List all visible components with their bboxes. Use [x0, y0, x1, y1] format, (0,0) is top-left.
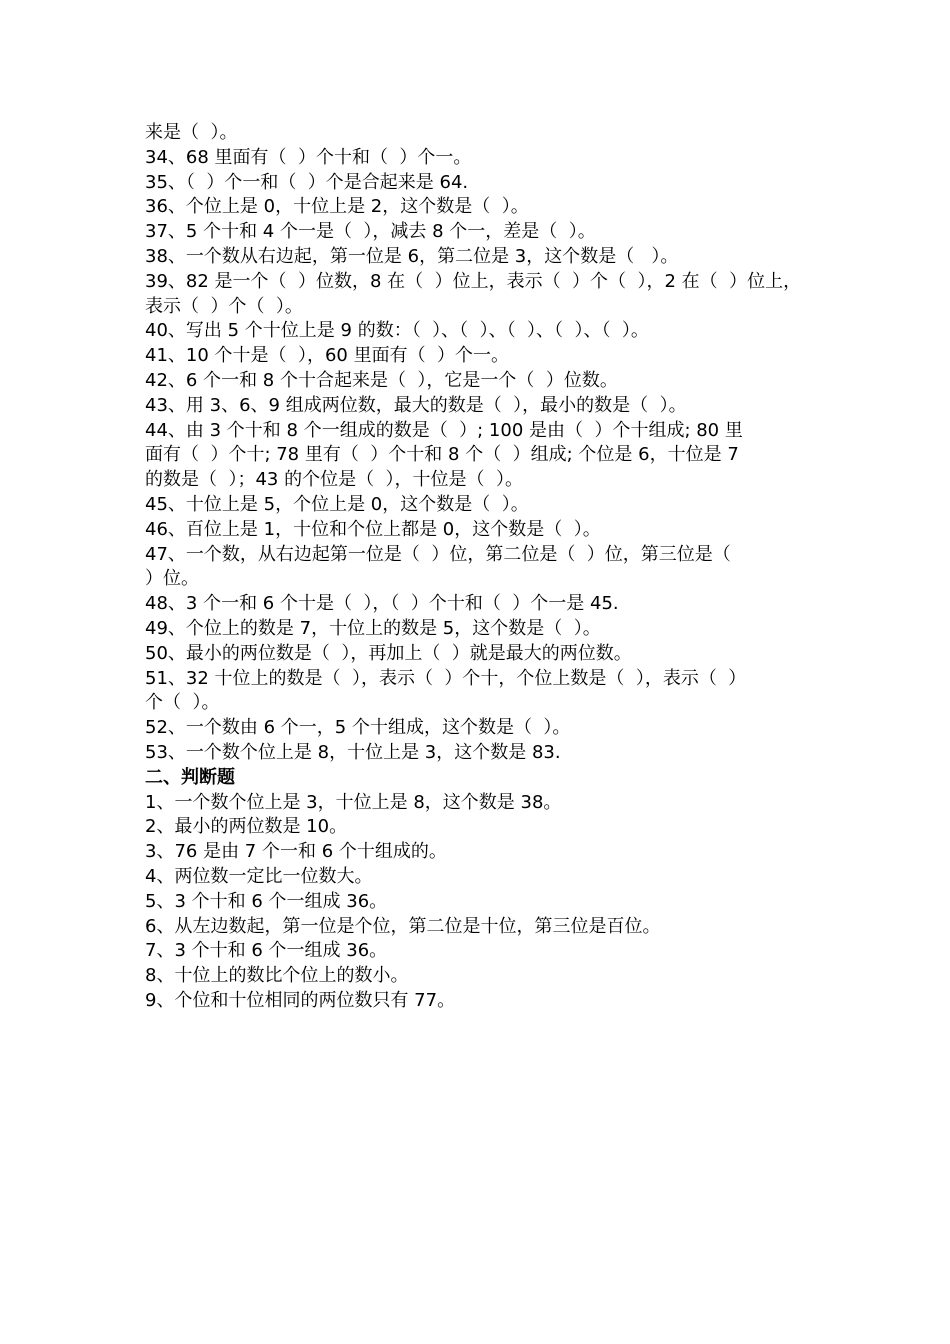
question-line: 的数是（ ）；43 的个位是（ ），十位是（ ）。: [145, 469, 523, 491]
question-line: 来是（ ）。: [145, 122, 238, 143]
question-line: 面有（ ）个十; 78 里有（ ）个十和 8 个（ ）组成; 个位是 6，十位是 7: [145, 444, 739, 466]
judgment-line: 3、76 是由 7 个一和 6 个十组成的。: [145, 841, 447, 863]
judgment-line: 1、一个数个位上是 3，十位上是 8，这个数是 38。: [145, 791, 562, 813]
question-line: 35、（ ）个一和（ ）个是合起来是 64.: [145, 171, 469, 193]
judgment-questions: [145, 791, 825, 1014]
question-line: 40、写出 5 个十位上是 9 的数：（ ）、（ ）、（ ）、（ ）、（ ）。: [145, 320, 649, 342]
document-content: [145, 121, 825, 1014]
question-line: 47、一个数，从右边起第一位是（ ）位，第二位是（ ）位，第三位是（: [145, 543, 731, 565]
question-line: 39、82 是一个（ ）位数，8 在（ ）位上，表示（ ）个（ ），2 在（ ）位上，: [145, 270, 802, 292]
judgment-line: 5、3 个十和 6 个一组成 36。: [145, 890, 388, 912]
question-line: 38、一个数从右边起，第一位是 6，第二位是 3，这个数是（ ）。: [145, 245, 679, 267]
question-line: 50、最小的两位数是（ ），再加上（ ）就是最大的两位数。: [145, 642, 632, 664]
question-line: 45、十位上是 5，个位上是 0，这个数是（ ）。: [145, 493, 529, 515]
fill-in-questions: [145, 121, 825, 766]
question-line: 表示（ ）个（ ）。: [145, 295, 303, 317]
judgment-line: 8、十位上的数比个位上的数小。: [145, 965, 409, 987]
question-line: 53、一个数个位上是 8，十位上是 3，这个数是 83.: [145, 741, 561, 763]
judgment-line: 9、个位和十位相同的两位数只有 77。: [145, 989, 456, 1011]
judgment-line: 7、3 个十和 6 个一组成 36。: [145, 940, 388, 962]
question-line: ）位。: [145, 568, 199, 590]
judgment-line: 2、最小的两位数是 10。: [145, 816, 348, 838]
question-line: 34、68 里面有（ ）个十和（ ）个一。: [145, 146, 472, 168]
question-line: 43、用 3、6、9 组成两位数，最大的数是（ ），最小的数是（ ）。: [145, 394, 687, 416]
question-line: 46、百位上是 1，十位和个位上都是 0，这个数是（ ）。: [145, 518, 601, 540]
question-line: 44、由 3 个十和 8 个一组成的数是（ ）; 100 是由（ ）个十组成; 80 里: [145, 419, 743, 441]
question-line: 个（ ）。: [145, 692, 220, 714]
question-line: 48、3 个一和 6 个十是（ ），（ ）个十和（ ）个一是 45.: [145, 593, 619, 615]
question-line: 49、个位上的数是 7，十位上的数是 5，这个数是（ ）。: [145, 617, 601, 639]
question-line: 42、6 个一和 8 个十合起来是（ ），它是一个（ ）位数。: [145, 369, 618, 391]
judgment-line: 4、两位数一定比一位数大。: [145, 865, 373, 887]
question-line: 41、10 个十是（ ），60 里面有（ ）个一。: [145, 345, 510, 367]
question-line: 37、5 个十和 4 个一是（ ），减去 8 个一，差是（ ）。: [145, 221, 596, 243]
question-line: 36、个位上是 0，十位上是 2，这个数是（ ）。: [145, 196, 529, 218]
judgment-line: 6、从左边数起，第一位是个位，第二位是十位，第三位是百位。: [145, 915, 661, 937]
question-line: 52、一个数由 6 个一，5 个十组成，这个数是（ ）。: [145, 717, 571, 739]
question-line: 51、32 十位上的数是（ ），表示（ ）个十，个位上数是（ ），表示（ ）: [145, 667, 747, 689]
section-title: 二、判断题: [145, 766, 235, 788]
